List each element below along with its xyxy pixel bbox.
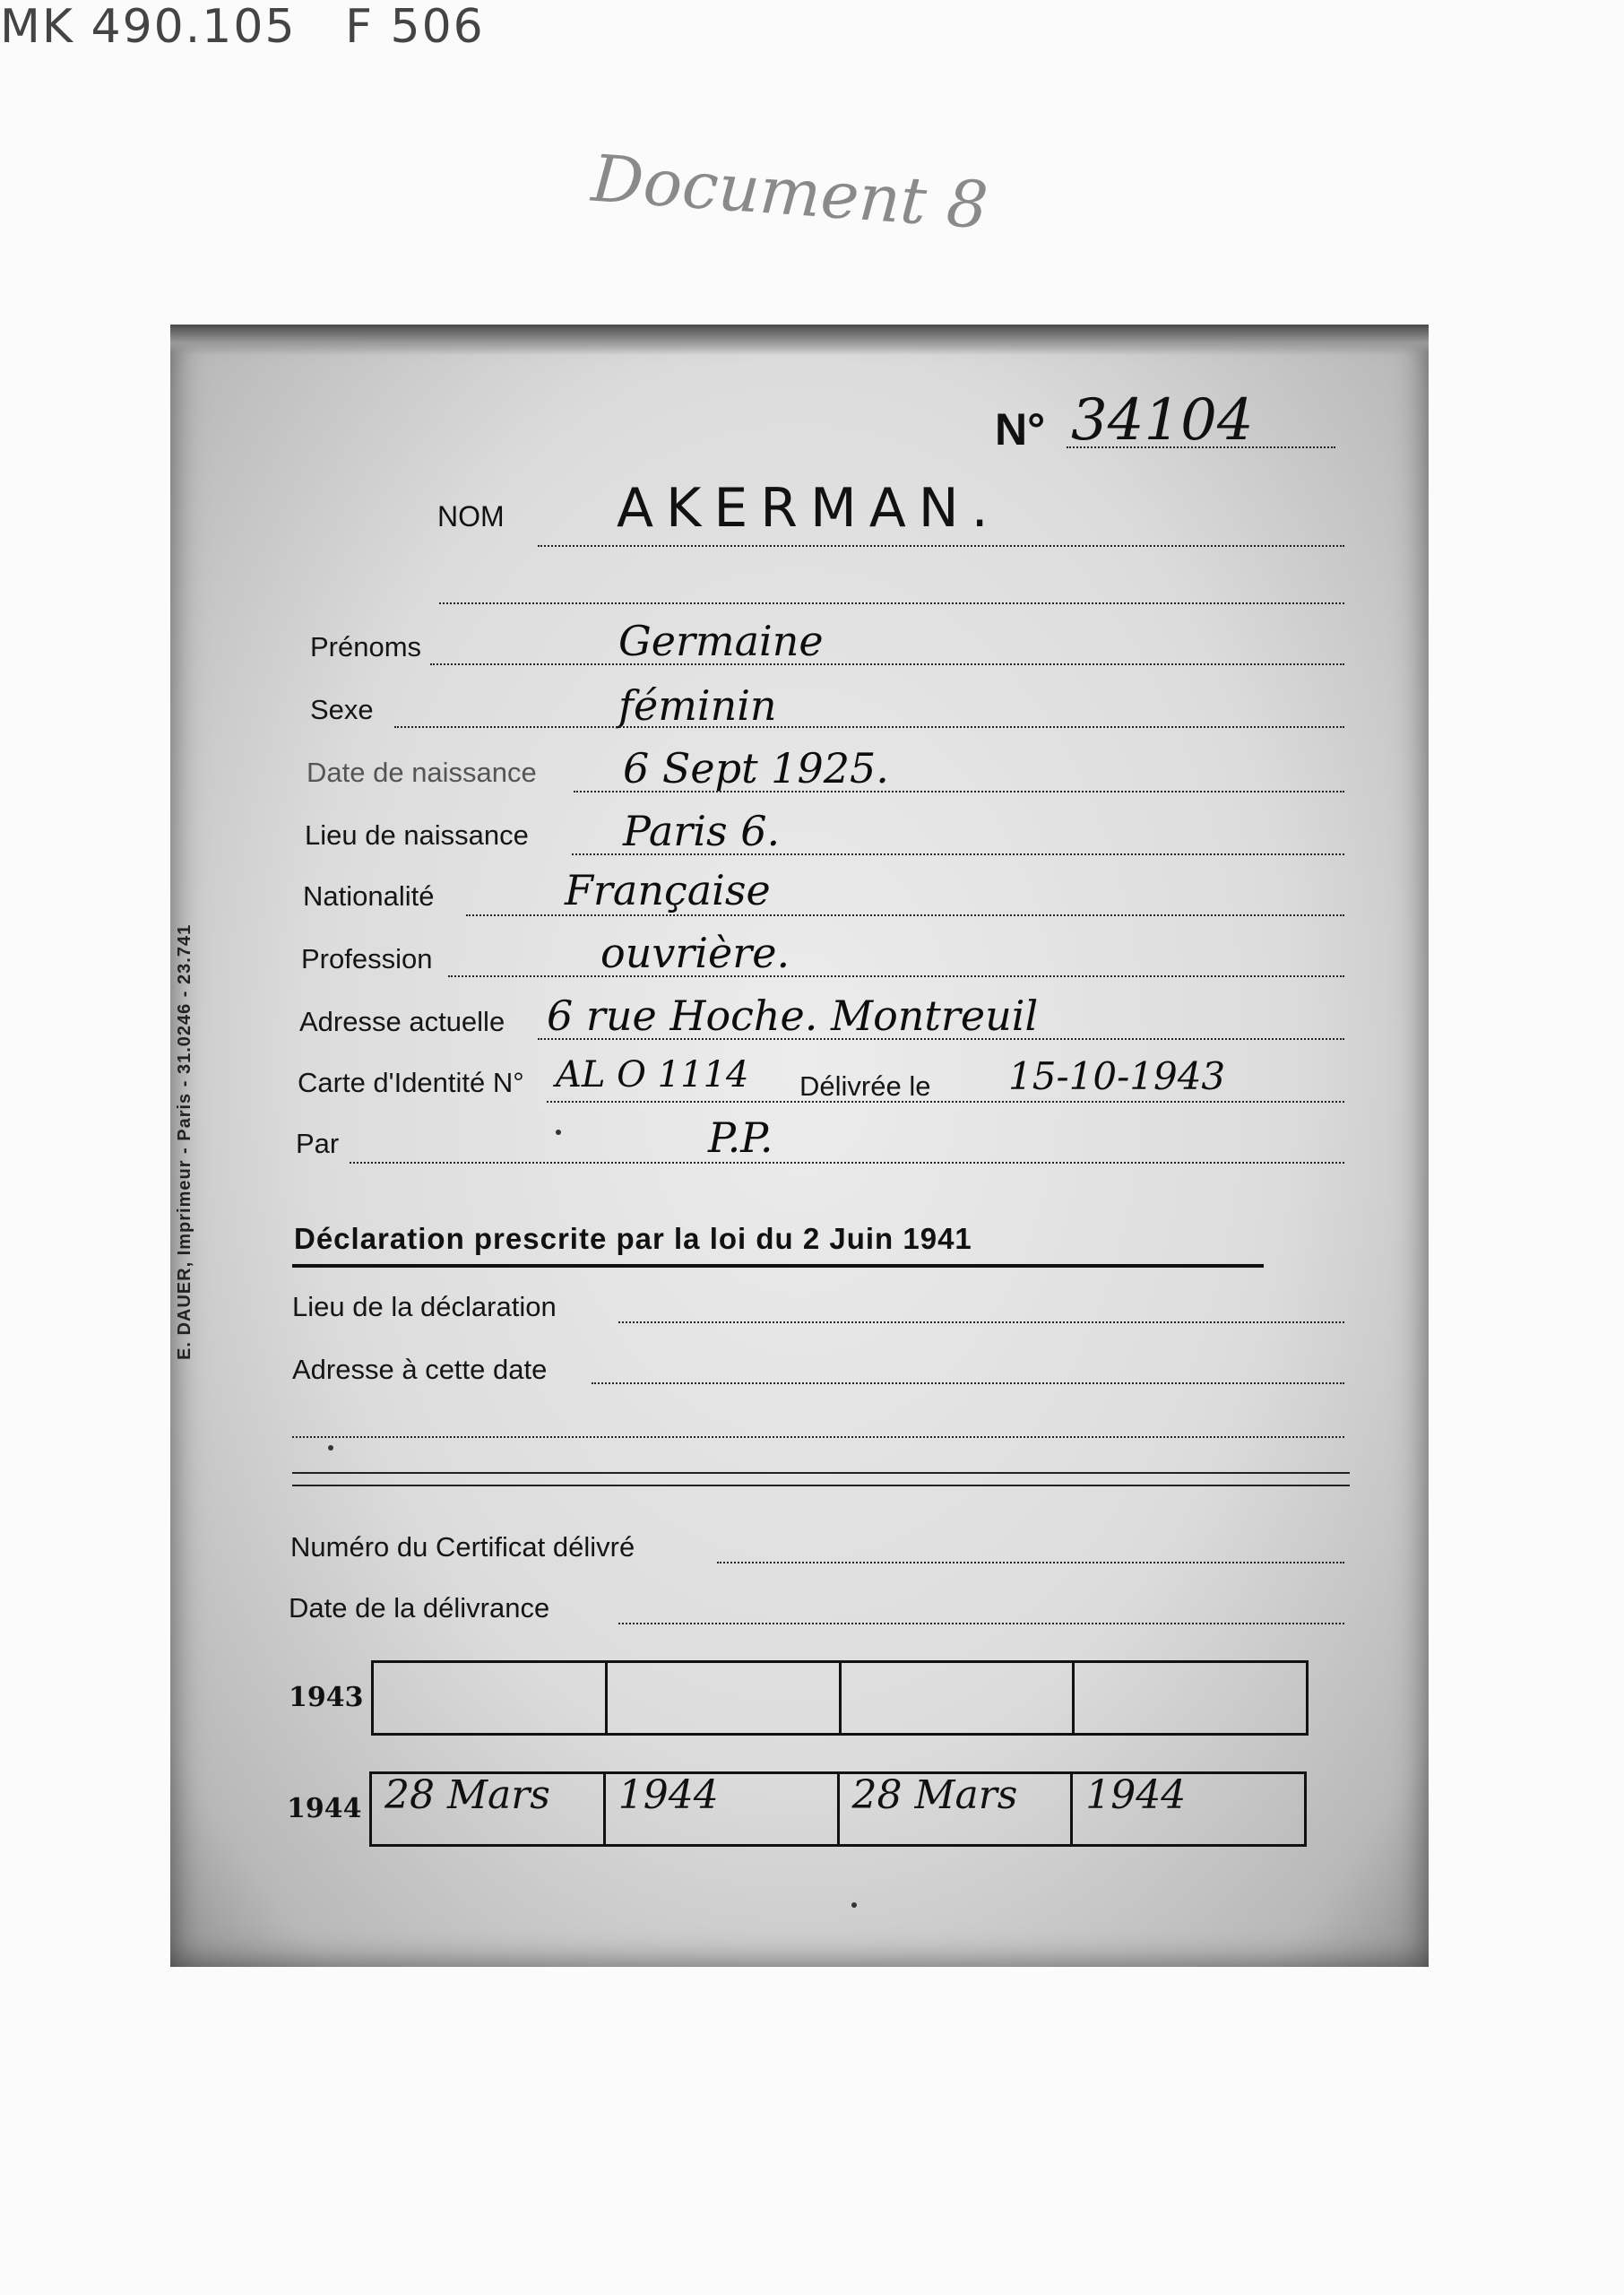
- profession-value: ouvrière.: [600, 929, 790, 977]
- handwritten-document-number: Document 8: [589, 140, 991, 244]
- prenoms-dotline: [430, 663, 1344, 665]
- nom-dotline-2: [439, 602, 1344, 604]
- ink-speck: [851, 1902, 857, 1908]
- nationalite-dotline: [466, 914, 1344, 916]
- numero-label: N°: [995, 404, 1046, 455]
- date-naissance-value: 6 Sept 1925.: [623, 744, 889, 792]
- ink-speck: [556, 1130, 561, 1135]
- printer-imprint: E. DAUER, Imprimeur - Paris - 31.0246 - 23.741: [175, 923, 194, 1360]
- numero-certificat-dotline: [717, 1562, 1344, 1563]
- grid-cell: [608, 1663, 842, 1733]
- nom-label: NOM: [437, 500, 505, 533]
- date-naissance-label: Date de naissance: [307, 757, 537, 788]
- lieu-declaration-label: Lieu de la déclaration: [292, 1291, 557, 1322]
- date-naissance-dotline: [574, 791, 1344, 792]
- grid-cell: [372, 1774, 606, 1844]
- carte-dotline: [547, 1101, 1344, 1103]
- delivree-label: Délivrée le: [799, 1070, 931, 1102]
- profession-dotline: [448, 975, 1344, 977]
- double-rule-top: [292, 1472, 1350, 1474]
- lieu-naissance-label: Lieu de naissance: [305, 819, 529, 851]
- grid-cell: [374, 1663, 608, 1733]
- adresse-date-dotline: [592, 1382, 1344, 1384]
- lieu-naissance-value: Paris 6.: [623, 807, 781, 855]
- par-dotline: [350, 1162, 1344, 1164]
- nom-dotline: [538, 545, 1344, 547]
- declaration-heading: Déclaration prescrite par la loi du 2 Juin 1941: [294, 1222, 972, 1255]
- carte-identite-label: Carte d'Identité N°: [298, 1067, 524, 1098]
- lieu-declaration-dotline: [618, 1321, 1344, 1323]
- date-delivrance-dotline: [618, 1623, 1344, 1624]
- year-label-1943: 1943: [289, 1682, 364, 1713]
- adresse-actuelle-dotline: [538, 1038, 1344, 1040]
- grid-cell-text: 1944: [1085, 1772, 1187, 1818]
- adresse-actuelle-label: Adresse actuelle: [299, 1006, 505, 1037]
- card-top-edge: [170, 325, 1429, 355]
- declaration-rule: [292, 1264, 1264, 1268]
- nationalite-label: Nationalité: [303, 880, 435, 912]
- grid-cell-text: 28 Mars: [384, 1772, 550, 1818]
- grid-cell-text: 28 Mars: [851, 1772, 1018, 1818]
- numero-value: 34104: [1071, 387, 1254, 454]
- adresse-date-label: Adresse à cette date: [292, 1354, 548, 1385]
- sexe-label: Sexe: [310, 694, 374, 725]
- sexe-dotline: [394, 726, 1344, 728]
- nationalite-value: Française: [565, 866, 771, 914]
- archive-reference-mk: MK 490.105: [0, 0, 297, 54]
- prenoms-value: Germaine: [618, 617, 824, 665]
- double-rule-bottom: [292, 1485, 1350, 1486]
- grid-cell: [1075, 1663, 1306, 1733]
- nom-value: AKERMAN.: [617, 477, 1001, 540]
- numero-certificat-label: Numéro du Certificat délivré: [290, 1531, 635, 1563]
- grid-cell: [606, 1774, 840, 1844]
- grid-cell: [842, 1663, 1075, 1733]
- year-grid-1943: [371, 1660, 1309, 1736]
- archive-reference-folio: F 506: [345, 0, 485, 54]
- year-grid-1944: [369, 1771, 1307, 1847]
- adresse-actuelle-value: 6 rue Hoche. Montreuil: [547, 992, 1039, 1040]
- delivree-value: 15-10-1943: [1008, 1054, 1226, 1098]
- par-label: Par: [296, 1128, 340, 1159]
- year-label-1944: 1944: [287, 1793, 362, 1824]
- census-card: [170, 325, 1429, 1967]
- numero-dotline: [1067, 446, 1335, 448]
- lieu-naissance-dotline: [572, 853, 1344, 855]
- carte-identite-number: AL O 1114: [556, 1054, 749, 1096]
- sexe-value: féminin: [618, 681, 777, 730]
- grid-cell-text: 1944: [618, 1772, 719, 1818]
- grid-cell: [1073, 1774, 1304, 1844]
- ink-speck: [328, 1445, 333, 1451]
- date-delivrance-label: Date de la délivrance: [289, 1592, 550, 1624]
- par-value: P.P.: [708, 1113, 773, 1162]
- profession-label: Profession: [301, 943, 433, 974]
- prenoms-label: Prénoms: [310, 631, 422, 663]
- grid-cell: [840, 1774, 1074, 1844]
- adresse-date-dotline-2: [292, 1436, 1344, 1438]
- archive-reference: [0, 0, 1624, 54]
